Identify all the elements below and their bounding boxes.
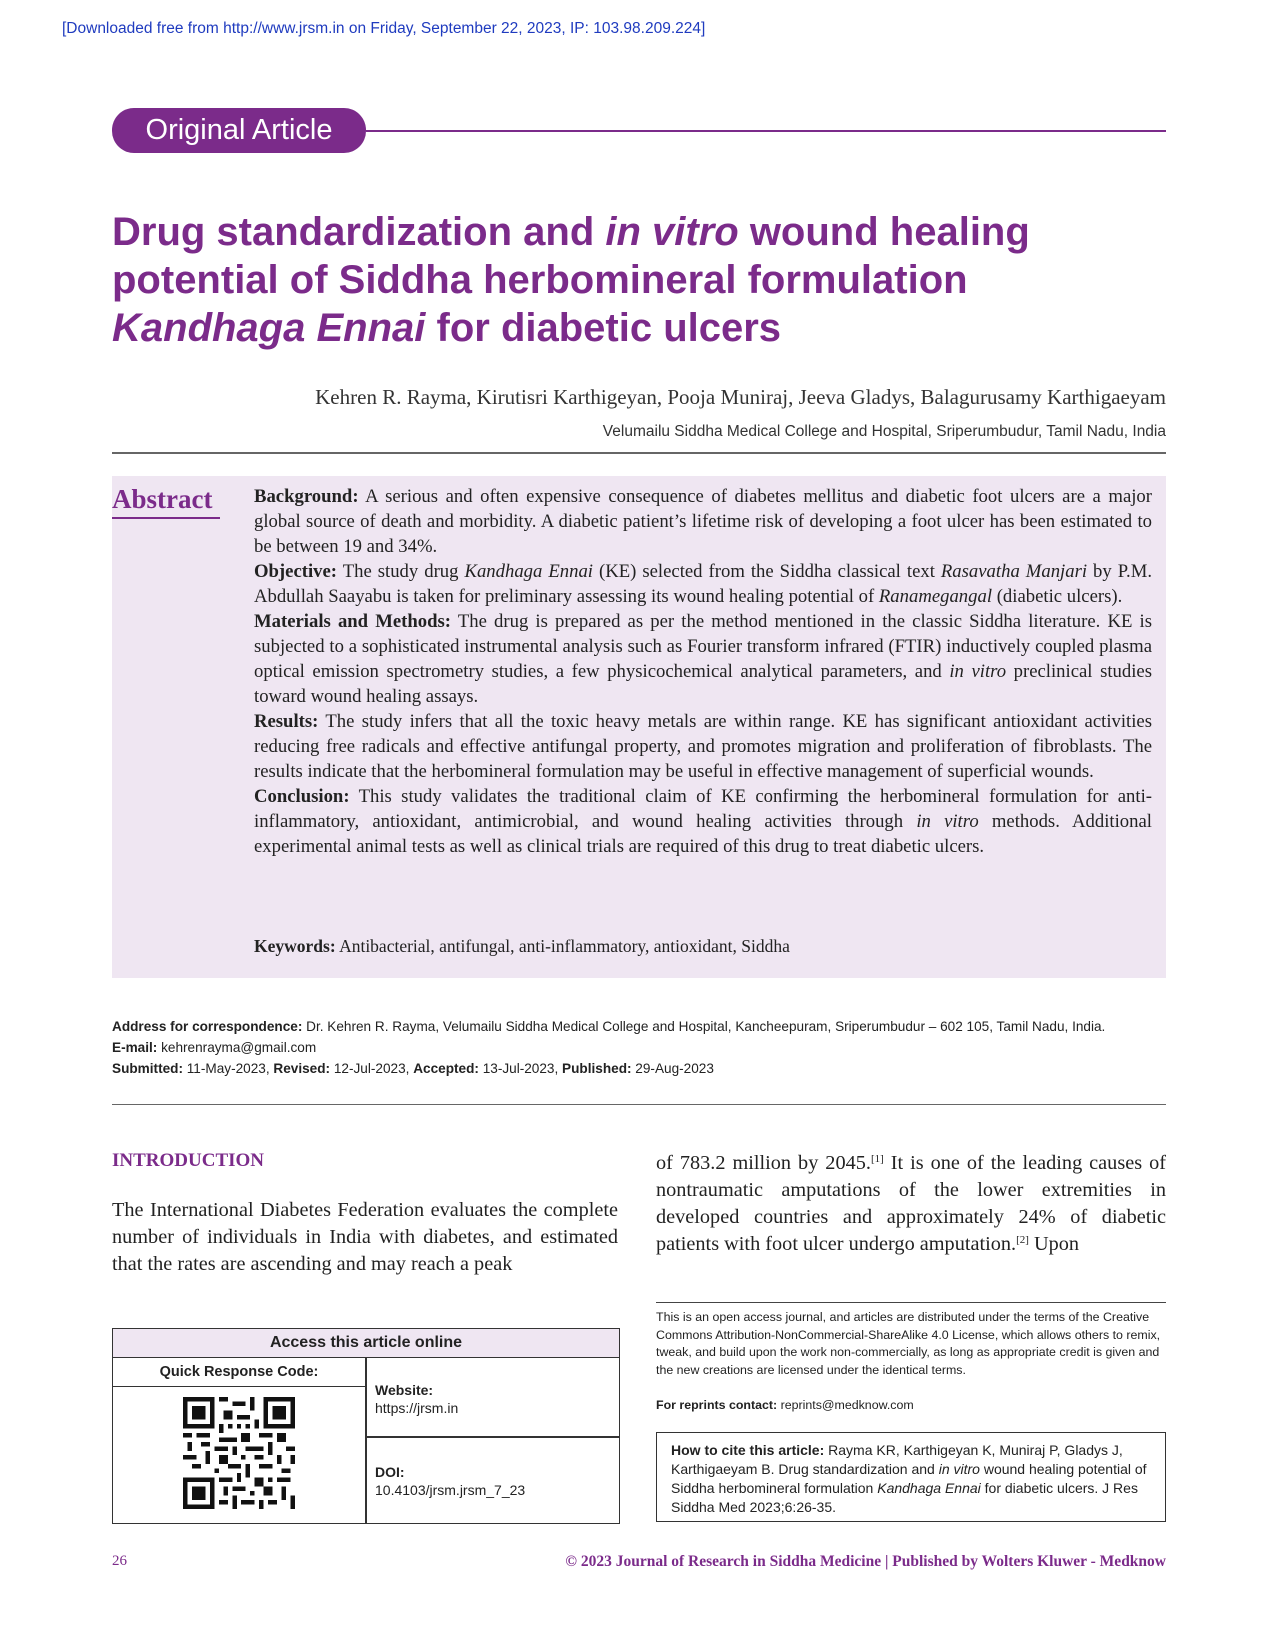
author-list: Kehren R. Rayma, Kirutisri Karthigeyan, Pooja Muniraj, Jeeva Gladys, Balagurusamy Karthigaeyam — [315, 385, 1166, 409]
header-divider — [366, 130, 1166, 132]
section-text: (KE) selected from the Siddha classical text — [593, 561, 941, 582]
italic-term: in vitro — [916, 811, 979, 832]
abstract-background — [254, 484, 1152, 559]
reprints-contact — [656, 1398, 1166, 1412]
section-text: The drug is prepared as per the method mentioned in the classic Siddha literature. KE is subjected to a sophisticated instrumental analysis such as Fourier transform infrared (FTIR) inductively coupled plasma optical emission spectrometry studies, a few physicochemical analytical parameters, and — [254, 611, 1152, 682]
abstract-results — [254, 709, 1152, 784]
citation-text — [671, 1441, 1153, 1517]
reprints-label: For reprints contact: — [656, 1398, 778, 1412]
italic-term: in vitro — [938, 1461, 980, 1477]
divider — [112, 1104, 1166, 1105]
qr-code-icon[interactable] — [183, 1397, 295, 1509]
section-label: Conclusion: — [254, 786, 350, 807]
title-part: for diabetic ulcers — [425, 306, 782, 350]
doi-label: DOI: — [375, 1464, 405, 1480]
divider — [656, 1302, 1166, 1303]
italic-term: Ranamegangal — [878, 586, 993, 607]
italic-term: Rasavatha Manjari — [940, 561, 1088, 582]
body-text: of 783.2 million by 2045. — [656, 1152, 871, 1174]
section-text: A serious and often expensive consequence of diabetes mellitus and diabetic foot ulcers are a major global source of death and morbidity. A diabetic patient’s lifetime risk of developing a foot ulcer has been estimated to be between 19 and 34%. — [254, 486, 1152, 557]
title-part: Drug standardization and — [112, 210, 606, 254]
website-cell — [375, 1381, 611, 1417]
page-number: 26 — [112, 1553, 127, 1569]
field-value: 29-Aug-2023 — [631, 1061, 714, 1076]
abstract-conclusion — [254, 784, 1152, 859]
qr-label: Quick Response Code: — [113, 1358, 365, 1387]
section-text: preclinical studies toward wound healing assays. — [254, 661, 1152, 707]
abstract-heading: Abstract — [112, 484, 220, 519]
citation-box — [656, 1432, 1166, 1522]
section-text: (diabetic ulcers). — [992, 586, 1123, 607]
keywords-label: Keywords: — [254, 936, 336, 956]
section-text: The study infers that all the toxic heavy metals are within range. KE has significant antioxidant activities reducing free radicals and effective antifungal property, and promotes migration and proliferation of fibroblasts. The results indicate that the herbomineral formulation may be useful in effective management of superficial wounds. — [254, 711, 1152, 782]
field-value: 13-Jul-2023, — [478, 1061, 563, 1076]
field-value: 11-May-2023, — [182, 1061, 274, 1076]
article-dates — [112, 1058, 1166, 1079]
field-label: Published: — [562, 1061, 632, 1076]
license-notice: This is an open access journal, and articles are distributed under the terms of the Creative Commons Attribution-NonCommercial-ShareAlike 4.0 License, which allows others to remix, tweak, and build upon the work non-commercially, as long as appropriate credit is given and the new creations are licensed under the identical terms. — [656, 1310, 1161, 1377]
field-label: Accepted: — [413, 1061, 479, 1076]
reference-link[interactable]: [2] — [1016, 1234, 1029, 1246]
download-note[interactable]: [Downloaded free from http://www.jrsm.in on Friday, September 22, 2023, IP: 103.98.209.224] — [62, 20, 706, 37]
citation-label: How to cite this article: — [671, 1442, 825, 1458]
field-label: Submitted: — [112, 1061, 183, 1076]
citation-body: for diabetic ulcers. J Res Siddha Med 2023;6:26-35. — [671, 1480, 1138, 1515]
section-heading: INTRODUCTION — [112, 1150, 265, 1171]
website-label: Website: — [375, 1382, 434, 1398]
abstract-body — [254, 484, 1152, 859]
field-label: E-mail: — [112, 1040, 158, 1055]
table-divider — [366, 1436, 619, 1438]
footer-copyright: © 2023 Journal of Research in Siddha Medicine | Published by Wolters Kluwer - Medknow — [565, 1553, 1166, 1570]
keywords — [254, 936, 1152, 957]
abstract-methods — [254, 609, 1152, 709]
section-text: methods. Additional experimental animal tests as well as clinical trials are required of this drug to treat diabetic ulcers. — [254, 811, 1152, 857]
field-value: 12-Jul-2023, — [330, 1061, 414, 1076]
reprints-email[interactable]: reprints@medknow.com — [777, 1398, 914, 1412]
section-text: The study drug — [337, 561, 465, 582]
italic-term: Kandhaga Ennai — [464, 561, 593, 582]
title-italic: Kandhaga Ennai — [112, 306, 426, 350]
divider — [112, 452, 1166, 454]
abstract-objective — [254, 559, 1152, 609]
section-label: Objective: — [254, 561, 338, 582]
citation-body: wound healing potential of Siddha herbomineral formulation — [671, 1461, 1147, 1496]
citation-body: Rayma KR, Karthigeyan K, Muniraj P, Gladys J, Karthigaeyam B. Drug standardization and — [671, 1442, 1123, 1477]
article-title — [112, 208, 1172, 352]
article-type-badge: Original Article — [112, 108, 366, 153]
section-label: Results: — [254, 711, 319, 732]
intro-paragraph-continued — [656, 1150, 1166, 1258]
body-text: Upon — [1028, 1233, 1080, 1255]
access-table-header: Access this article online — [113, 1329, 619, 1358]
intro-paragraph: The International Diabetes Federation evaluates the complete number of individuals in India with diabetes, and estimated that the rates are ascending and may reach a peak — [112, 1199, 618, 1275]
field-value: Dr. Kehren R. Rayma, Velumailu Siddha Medical College and Hospital, Kancheepuram, Sriperumbudur – 602 105, Tamil Nadu, India. — [302, 1019, 1106, 1034]
affiliation: Velumailu Siddha Medical College and Hospital, Sriperumbudur, Tamil Nadu, India — [602, 423, 1166, 440]
email-link[interactable]: kehrenrayma@gmail.com — [157, 1040, 317, 1055]
section-text: by P.M. Abdullah Saayabu is taken for preliminary assessing its wound healing potential of — [254, 561, 1153, 607]
website-link[interactable]: https://jrsm.in — [375, 1400, 459, 1416]
access-article-table — [112, 1328, 620, 1524]
italic-term: in vitro — [949, 661, 1007, 682]
title-italic: in vitro — [605, 210, 739, 254]
reference-link[interactable]: [1] — [870, 1153, 884, 1165]
title-part: wound healing potential of Siddha herbomineral formulation — [112, 210, 1030, 302]
correspondence-email — [112, 1037, 1166, 1058]
italic-term: Kandhaga Ennai — [877, 1480, 981, 1496]
field-label: Address for correspondence: — [112, 1019, 303, 1034]
section-text: This study validates the traditional claim of KE confirming the herbomineral formulation for anti-inflammatory, antioxidant, antimicrobial, and wound healing activities through — [254, 786, 1152, 832]
keywords-text: Antibacterial, antifungal, anti-inflammatory, antioxidant, Siddha — [335, 936, 790, 956]
doi-cell — [375, 1463, 611, 1499]
correspondence-block — [112, 1016, 1166, 1079]
section-label: Background: — [254, 486, 359, 507]
table-divider — [365, 1358, 367, 1523]
correspondence-address — [112, 1016, 1166, 1037]
section-label: Materials and Methods: — [254, 611, 452, 632]
doi-link[interactable]: 10.4103/jrsm.jrsm_7_23 — [375, 1482, 526, 1498]
body-text: It is one of the leading causes of nontraumatic amputations of the lower extremities in developed countries and approximately 24% of diabetic patients with foot ulcer undergo amputation. — [656, 1152, 1166, 1255]
field-label: Revised: — [273, 1061, 331, 1076]
